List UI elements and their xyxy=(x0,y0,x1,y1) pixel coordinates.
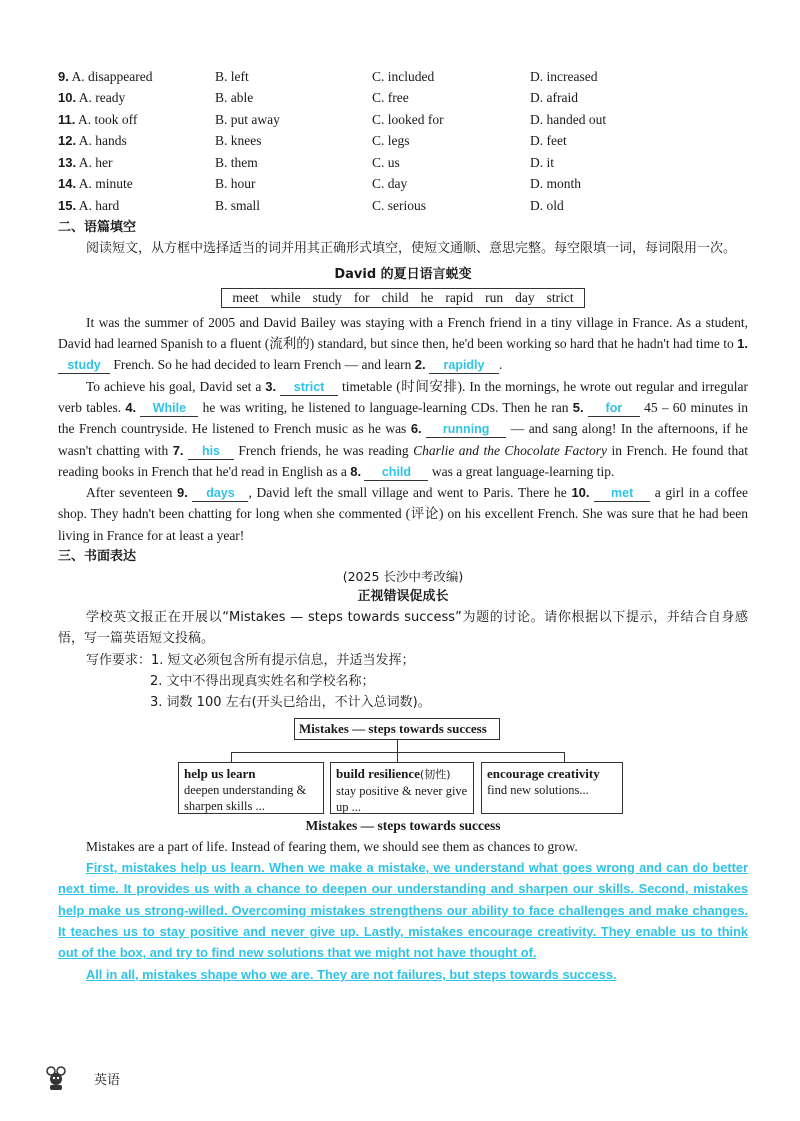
answer-blank: met xyxy=(594,486,650,502)
answer-blank: his xyxy=(188,444,234,460)
diagram-box-learn: help us learn deepen understanding & sharpen skills ... xyxy=(178,762,324,814)
mcq-row: 11. A. took off B. put away C. looked for D. handed out xyxy=(58,111,607,127)
multiple-choice-list xyxy=(58,66,748,217)
essay-title: Mistakes — steps towards success xyxy=(305,817,501,833)
answer-blank: child xyxy=(364,465,428,481)
diagram-connector xyxy=(397,752,398,762)
word-bank-item: rapid xyxy=(445,289,474,305)
writing-title: 正视错误促成长 xyxy=(357,589,449,605)
word-bank-item: meet xyxy=(232,289,259,305)
diagram-connector xyxy=(231,752,232,762)
diagram-connector xyxy=(564,752,565,762)
writing-prompt: 学校英文报正在开展以“Mistakes — steps towards success”为题的讨论。请你根据以下提示，并结合自身感悟，写一篇英语短文投稿。 xyxy=(58,610,748,647)
cloze-title: David 的夏日语言蜕变 xyxy=(334,266,472,282)
footer-subject: 英语 xyxy=(94,1072,121,1088)
essay-body: First, mistakes help us learn. When we make a mistake, we understand what goes wrong and can do better next time. It provides us with a chance to deepen our understanding and sharpen our skills. Second, mistakes help make us strong-willed. Overcoming mistakes strengthens our ability to face challenges and make changes. It teaches us to stay positive and never give up. Lastly, mistakes encourage creativity. They enable us to think out of the box, and try to find new solutions that we might not have thought of. xyxy=(58,859,748,961)
writing-requirement-2: 2. 文中不得出现真实姓名和学校名称； xyxy=(150,673,375,689)
word-bank xyxy=(58,288,748,308)
essay-opening: Mistakes are a part of life. Instead of fearing them, we should see them as chances to grow. xyxy=(86,838,578,854)
mcq-row: 15. A. hard B. small C. serious D. old xyxy=(58,197,564,213)
answer-blank: running xyxy=(426,422,506,438)
mcq-row: 14. A. minute B. hour C. day D. month xyxy=(58,176,582,192)
word-bank-item: run xyxy=(485,289,504,305)
cloze-instruction: 阅读短文，从方框中选择适当的词并用其正确形式填空，使短文通顺、意思完整。每空限填一词，每词限用一次。 xyxy=(86,240,737,256)
mcq-row: 10. A. ready B. able C. free D. afraid xyxy=(58,90,578,106)
cloze-paragraph-2: To achieve his goal, David set a 3. strict timetable (时间安排). In the mornings, he wrote out regular and irregular verb tables. 4. While he was writing, he listened to language-learning CDs. Then he ran 5. for 45 – 60 minutes in the French countryside. He listened to French music as he was 6. running — and sang along! In the afternoons, if he wasn't chatting with 7. his French friends, he was reading Charlie and the Chocolate Factory in French. He found that reading books in French that he'd read in English as a 8. child was a great language-learning tip. xyxy=(58,378,749,479)
hint-diagram xyxy=(58,718,748,814)
cloze-paragraph-1: It was the summer of 2005 and David Bailey was staying with a French friend in a tiny village in France. As a student, David had learned Spanish to a fluent (流利的) standard, but since then, he'd been working so hard that he hadn't had time to 1. study French. So he had decided to learn French — and learn 2. rapidly . xyxy=(58,314,748,373)
page-footer xyxy=(44,1065,120,1091)
word-bank-item: study xyxy=(312,289,342,305)
diagram-box-resilience: build resilience(韧性) stay positive & never give up ... xyxy=(330,762,474,814)
word-bank-item: day xyxy=(515,289,535,305)
word-bank-item: he xyxy=(420,289,434,305)
essay-conclusion: All in all, mistakes shape who we are. They are not failures, but steps towards success. xyxy=(86,966,617,982)
mcq-row: 12. A. hands B. knees C. legs D. feet xyxy=(58,133,567,149)
answer-blank: strict xyxy=(280,380,338,396)
mcq-row: 13. A. her B. them C. us D. it xyxy=(58,154,555,170)
diagram-root: Mistakes — steps towards success xyxy=(294,718,500,740)
word-bank-item: while xyxy=(270,289,301,305)
diagram-connector xyxy=(397,740,398,752)
word-bank-item: for xyxy=(353,289,370,305)
word-bank-item: strict xyxy=(546,289,574,305)
mcq-row: 9. A. disappeared B. left C. included D. increased xyxy=(58,68,598,84)
word-bank-item: child xyxy=(381,289,409,305)
answer-blank: days xyxy=(192,486,248,502)
cloze-paragraph-3: After seventeen 9. days , David left the small village and went to Paris. There he 10. met a girl in a coffee shop. They hadn't been chatting for long when she commented (评论) on his excellent French. She was sure that he had been living in France for at least a year! xyxy=(58,485,749,543)
worksheet-page xyxy=(58,66,748,985)
mascot-logo-icon xyxy=(44,1065,68,1091)
answer-blank: study xyxy=(58,358,110,374)
answer-blank: While xyxy=(140,401,198,417)
answer-blank: rapidly xyxy=(429,358,499,374)
section-heading-cloze: 二、语篇填空 xyxy=(58,219,137,235)
writing-requirement-1: 写作要求：1. 短文必须包含所有提示信息，并适当发挥； xyxy=(86,652,415,668)
diagram-box-creativity: encourage creativity find new solutions... xyxy=(481,762,623,814)
writing-requirement-3: 3. 词数 100 左右(开头已给出，不计入总词数)。 xyxy=(150,695,431,711)
writing-source: (2025 长沙中考改编) xyxy=(342,569,464,585)
word-bank-box xyxy=(221,288,584,308)
section-heading-writing: 三、书面表达 xyxy=(58,549,137,565)
answer-blank: for xyxy=(588,401,640,417)
